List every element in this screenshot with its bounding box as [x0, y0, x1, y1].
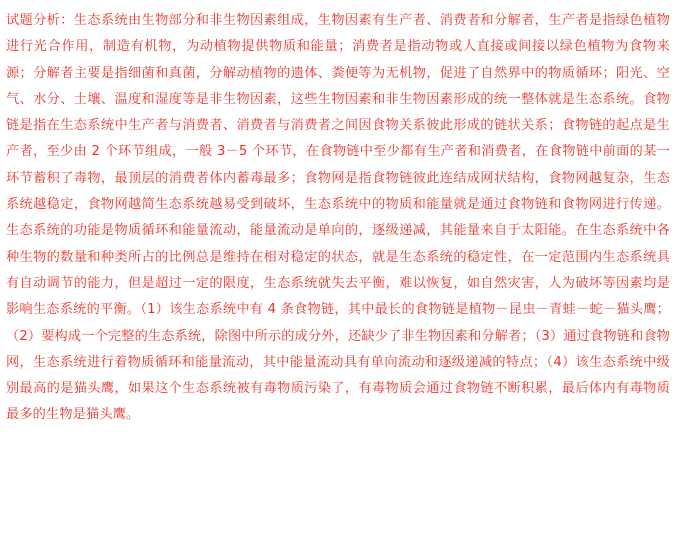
analysis-label: 试题分析：: [6, 13, 74, 28]
answer-analysis-text: [6, 8, 670, 429]
analysis-content: 生态系统由生物部分和非生物因素组成，生物因素有生产者、消费者和分解者，生产者是指绿色植物进行光合作用，制造有机物，为动植物提供物质和能量；消费者是指动物或人直接或间接以绿色植物为食物来源；分解者主要是指细菌和真菌，分解动植物的遗体、粪便等为无机物，促进了自然界中的物质循环；阳光、空气、水分、土壤、温度和湿度等是非生物因素，这些生物因素和非生物因素形成的统一整体就是生态系统。食物链是指在生态系统中生产者与消费者、消费者与消费者之间因食物关系彼此形成的链状关系；食物链的起点是生产者，至少由 2 个环节组成，一般 3－5 个环节，在食物链中至少都有生产者和消费者，在食物链中前面的某一环节蓄积了毒物，最顶层的消费者体内蓄毒最多；食物网是指食物链彼此连结成网状结构，食物网越复杂，生态系统越稳定，食物网越简生态系统越易受到破坏，生态系统中的物质和能量就是通过食物链和食物网进行传递。生态系统的功能是物质循环和能量流动，能量流动是单向的，逐级递减，其能量来自于太阳能。在生态系统中各种生物的数量和种类所占的比例总是维持在相对稳定的状态，就是生态系统的稳定性，在一定范围内生态系统具有自动调节的能力，但是超过一定的限度，生态系统就失去平衡，难以恢复，如自然灾害，人为破坏等因素均是影响生态系统的平衡。（1）该生态系统中有 4 条食物链，其中最长的食物链是植物－昆虫－青蛙－蛇－猫头鹰；（2）要构成一个完整的生态系统，除图中所示的成分外，还缺少了非生物因素和分解者；（3）通过食物链和食物网，生态系统进行着物质循环和能量流动，其中能量流动具有单向流动和逐级递减的特点；（4）该生态系统中级别最高的是猫头鹰，如果这个生态系统被有毒物质污染了，有毒物质会通过食物链不断积累，最后体内有毒物质最多的生物是猫头鹰。: [6, 13, 671, 423]
